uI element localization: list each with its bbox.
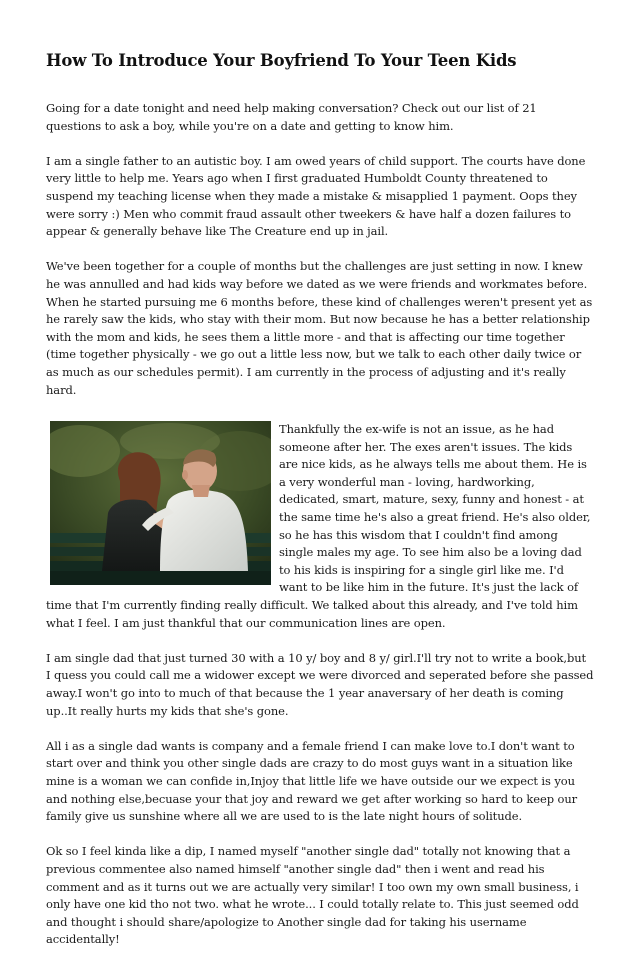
figure-block bbox=[46, 421, 594, 650]
couple-photo bbox=[50, 421, 271, 585]
paragraph-intro: Going for a date tonight and need help making conversation? Check out our list of 21 questions to ask a boy, while you're on a date and getting to know him. bbox=[46, 101, 537, 133]
paragraph-ex-wife: Thankfully the ex-wife is not an issue, as he had someone after her. The exes aren't issues. The kids are nice kids, as he always tells me about them. He is a very wonderful man - loving, hardworking, dedicated, smart, mature, sexy, funny and honest - at the same time he's also a great friend. He's also older, so he has this wisdom that I couldn't find among single males my age. To see him also be a loving dad to his kids is inspiring for a single girl like me. I'd want to be like him in the future. It's just the lack of time that I'm currently finding really difficult. We talked about this already, and I've told him what I feel. I am just thankful that our communication lines are open. bbox=[46, 422, 591, 630]
page-title: How To Introduce Your Boyfriend To Your Teen Kids bbox=[46, 51, 517, 70]
paragraph-username: Ok so I feel kinda like a dip, I named myself "another single dad" totally not knowing that a previous commentee also named himself "another single dad" then i went and read his comment and as it turns out we are actually very similar! I too own my own small business, i only have one kid tho not two. what he wrote... I could totally relate to. This just seemed odd and thought i should share/apologize to Another single dad for taking his username accidentally! bbox=[46, 844, 579, 947]
article-body bbox=[46, 100, 594, 967]
paragraph-company: All i as a single dad wants is company and a female friend I can make love to.I don't want to start over and think you other single dads are crazy to do most guys want in a situation like mine is a woman we can confide in,Injoy that little life we have outside our we expect is you and nothing else,becuase your that joy and reward we get after working so hard to keep our family give us sunshine where all we are used to is the late night hours of solitude. bbox=[46, 738, 578, 824]
paragraph-together: We've been together for a couple of months but the challenges are just setting in now. I knew he was annulled and had kids way before we dated as we were friends and workmates before. When he started pursuing me 6 months before, these kind of challenges weren't present yet as he rarely saw the kids, who stay with their mom. But now because he has a better relationship with the mom and kids, he sees them a little more - and that is affecting our time together (time together physically - we go out a little less now, but we talk to each other daily twice or as much as our schedules permit). I am currently in the process of adjusting and it's really hard. bbox=[46, 259, 593, 397]
paragraph-single-dad-30: I am single dad that just turned 30 with a 10 y/ boy and 8 y/ girl.I'll try not to write a book,but I quess you could call me a widower except we were divorced and seperated before she passed away.I won't go into to much of that because the 1 year anaversary of her death is coming up..It really hurts my kids that she's gone. bbox=[46, 650, 594, 718]
paragraph-single-father: I am a single father to an autistic boy. I am owed years of child support. The courts have done very little to help me. Years ago when I first graduated Humboldt County threatened to suspend my teaching license when they made a mistake & misapplied 1 payment. Oops they were sorry :) Men who commit fraud assault other tweekers & have half a dozen failures to appear & generally behave like The Creature end up in jail. bbox=[46, 153, 586, 239]
